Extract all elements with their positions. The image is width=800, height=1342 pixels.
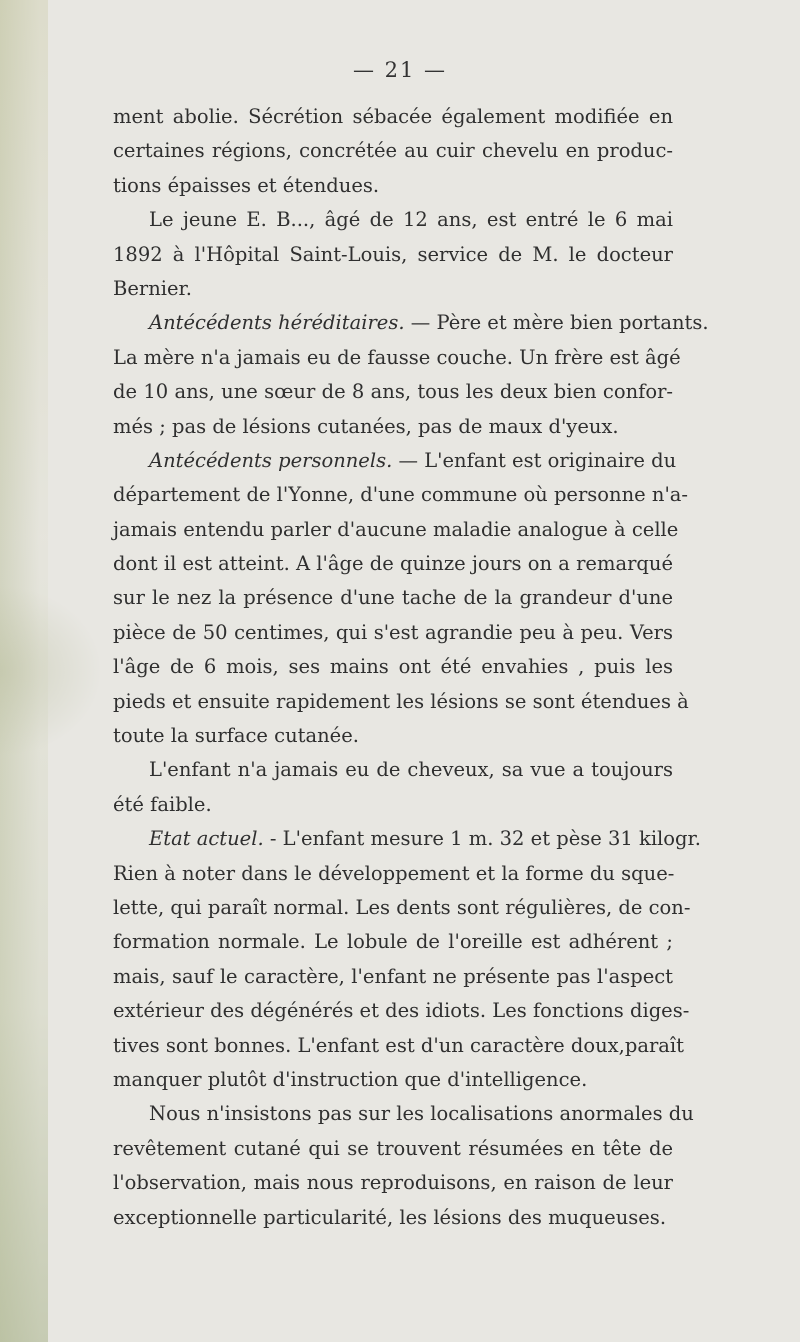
- paper-edge-stain: [0, 0, 48, 1342]
- body-text: [113, 100, 709, 1235]
- text-line: més ; pas de lésions cutanées, pas de maux d'yeux.: [113, 414, 619, 438]
- text-line: La mère n'a jamais eu de fausse couche. Un frère est âgé: [113, 345, 681, 369]
- text-line: Rien à noter dans le développement et la forme du sque-: [113, 861, 675, 885]
- text-line: extérieur des dégénérés et des idiots. Les fonctions diges-: [113, 999, 690, 1023]
- text-line: L'enfant n'a jamais eu de cheveux, sa vue a toujours: [149, 758, 673, 782]
- section-heading-personal: Antécédents personnels.: [149, 448, 393, 472]
- text-line: ment abolie. Sécrétion sébacée également modifiée en: [113, 105, 673, 128]
- section-line-heredity: [113, 306, 709, 340]
- text-line: Nous n'insistons pas sur les localisations anormales du: [149, 1102, 694, 1126]
- text-line: jamais entendu parler d'aucune maladie analogue à celle: [113, 517, 679, 541]
- text-line: pieds et ensuite rapidement les lésions se sont étendues à: [113, 689, 689, 713]
- text-line: 1892 à l'Hôpital Saint-Louis, service de M. le docteur: [113, 242, 673, 266]
- text-line: Le jeune E. B..., âgé de 12 ans, est entré le 6 mai: [149, 208, 673, 232]
- text-line: sur le nez la présence d'une tache de la grandeur d'une: [113, 586, 673, 610]
- text-line: département de l'Yonne, d'une commune où personne n'a-: [113, 483, 689, 507]
- text-line: certaines régions, concrétée au cuir chevelu en produc-: [113, 139, 673, 163]
- page-number: — 21 —: [352, 58, 448, 82]
- text-line: de 10 ans, une sœur de 8 ans, tous les deux bien confor-: [113, 380, 673, 404]
- section-heading-heredity: Antécédents héréditaires.: [149, 311, 405, 335]
- section-text: - L'enfant mesure 1 m. 32 et pèse 31 kilogr.: [269, 827, 701, 851]
- text-line: l'âge de 6 mois, ses mains ont été envahies , puis les: [113, 655, 673, 679]
- text-line: été faible.: [113, 792, 212, 816]
- text-line: dont il est atteint. A l'âge de quinze jours on a remarqué: [113, 552, 673, 576]
- text-line: toute la surface cutanée.: [113, 724, 359, 748]
- text-line: mais, sauf le caractère, l'enfant ne présente pas l'aspect: [113, 964, 673, 988]
- text-line: Bernier.: [113, 276, 192, 300]
- text-line: manquer plutôt d'instruction que d'intelligence.: [113, 1067, 588, 1091]
- section-line-current-state: [113, 822, 701, 856]
- text-line: tives sont bonnes. L'enfant est d'un caractère doux,paraît: [113, 1033, 685, 1057]
- text-line: formation normale. Le lobule de l'oreille est adhérent ;: [113, 930, 673, 954]
- section-text: — Père et mère bien portants.: [410, 311, 709, 335]
- text-line: revêtement cutané qui se trouvent résumées en tête de: [113, 1136, 673, 1160]
- text-line: exceptionnelle particularité, les lésions des muqueuses.: [113, 1205, 667, 1229]
- text-line: l'observation, mais nous reproduisons, en raison de leur: [113, 1171, 673, 1195]
- text-line: lette, qui paraît normal. Les dents sont régulières, de con-: [113, 895, 691, 919]
- section-text: — L'enfant est originaire du: [398, 448, 677, 472]
- text-line: tions épaisses et étendues.: [113, 173, 380, 197]
- section-heading-current-state: Etat actuel.: [149, 827, 264, 851]
- text-line: pièce de 50 centimes, qui s'est agrandie peu à peu. Vers: [113, 620, 673, 644]
- section-line-personal: [113, 444, 677, 478]
